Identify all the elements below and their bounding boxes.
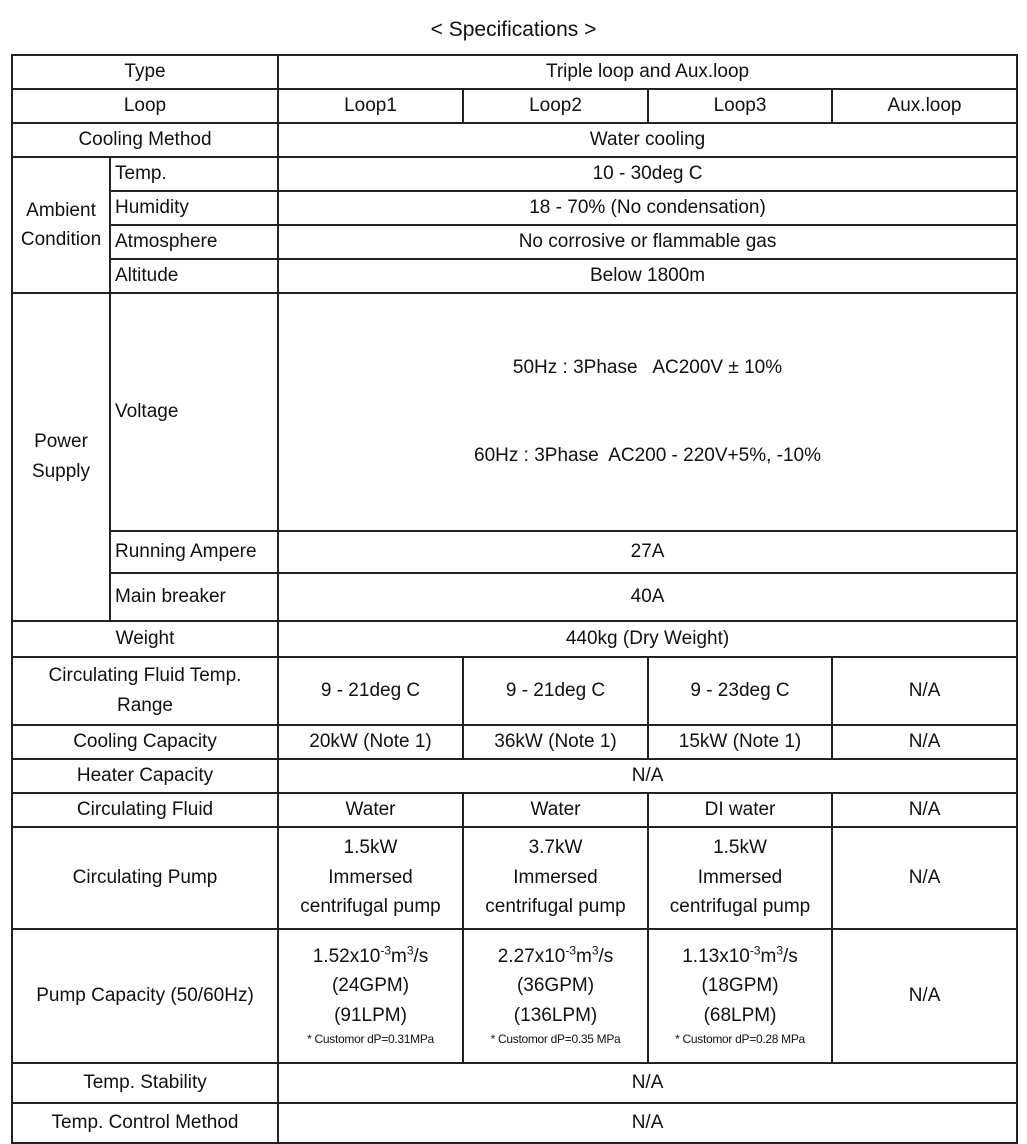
- temp-control-method-label: Temp. Control Method: [12, 1103, 278, 1143]
- table-row: [12, 89, 1017, 123]
- flow-rate-per-second: /s: [783, 945, 798, 967]
- voltage-label: Voltage: [110, 293, 278, 531]
- circulating-pump-loop2: [463, 827, 648, 929]
- running-ampere-label: Running Ampere: [110, 531, 278, 573]
- circulating-fluid-label: Circulating Fluid: [12, 793, 278, 827]
- power-supply-group: [12, 293, 110, 621]
- flow-rate-per-second: /s: [598, 945, 614, 967]
- circulating-pump-loop1: [278, 827, 463, 929]
- pump-power: 3.7kW: [528, 837, 583, 859]
- pump-type-line3: centrifugal pump: [485, 896, 626, 918]
- pump-capacity-loop2: [463, 929, 648, 1063]
- table-row: [12, 621, 1017, 657]
- fluid-temp-range-label-line1: Circulating Fluid Temp.: [48, 665, 242, 687]
- fluid-temp-range-label: [12, 657, 278, 725]
- circulating-fluid-loop2: Water: [463, 793, 648, 827]
- flow-rate-base: 1.13x10: [682, 945, 750, 967]
- cooling-method-label: Cooling Method: [12, 123, 278, 157]
- flow-rate-per-second: /s: [413, 945, 429, 967]
- pump-type-line2: Immersed: [328, 866, 413, 888]
- flow-rate-exponent: -3: [380, 943, 392, 958]
- main-breaker-value: 40A: [278, 573, 1017, 621]
- altitude-value: Below 1800m: [278, 259, 1017, 293]
- circulating-pump-loop3: [648, 827, 832, 929]
- circulating-fluid-aux: N/A: [832, 793, 1017, 827]
- fluid-temp-aux: N/A: [832, 657, 1017, 725]
- flow-rate-unit: m: [576, 945, 592, 967]
- loop2-header: Loop2: [463, 89, 648, 123]
- weight-label: Weight: [12, 621, 278, 657]
- table-row: [12, 531, 1017, 573]
- flow-rate-base: 1.52x10: [312, 945, 381, 967]
- table-row: [12, 1063, 1017, 1103]
- flow-rate-exponent: -3: [749, 943, 761, 958]
- running-ampere-value: 27A: [278, 531, 1017, 573]
- weight-value: 440kg (Dry Weight): [278, 621, 1017, 657]
- pump-type-line2: Immersed: [513, 866, 598, 888]
- fluid-temp-loop1: 9 - 21deg C: [278, 657, 463, 725]
- type-label: Type: [12, 55, 278, 89]
- cooling-capacity-loop2: 36kW (Note 1): [463, 725, 648, 759]
- flow-rate-cube: 3: [591, 943, 599, 958]
- voltage-line2: 60Hz : 3Phase AC200 - 220V+5%, -10%: [474, 445, 822, 467]
- fluid-temp-loop3: 9 - 23deg C: [648, 657, 832, 725]
- loop1-header: Loop1: [278, 89, 463, 123]
- table-row: [12, 759, 1017, 793]
- flow-lpm: (68LPM): [703, 1004, 777, 1026]
- table-row: [12, 657, 1017, 725]
- pump-power: 1.5kW: [343, 837, 398, 859]
- table-row: [12, 573, 1017, 621]
- cooling-method-value: Water cooling: [278, 123, 1017, 157]
- heater-capacity-value: N/A: [278, 759, 1017, 793]
- table-row: [12, 55, 1017, 89]
- flow-gpm: (24GPM): [331, 975, 410, 997]
- flow-rate: [651, 942, 829, 971]
- heater-capacity-label: Heater Capacity: [12, 759, 278, 793]
- table-row: [12, 293, 1017, 531]
- voltage-line1: 50Hz : 3Phase AC200V ± 10%: [512, 356, 783, 378]
- customer-dp-note: * Customor dP=0.31MPa: [307, 1032, 434, 1047]
- pump-type-line3: centrifugal pump: [300, 896, 441, 918]
- temp-value: 10 - 30deg C: [278, 157, 1017, 191]
- flow-rate-base: 2.27x10: [497, 945, 566, 967]
- flow-rate: [281, 942, 460, 971]
- loop3-header: Loop3: [648, 89, 832, 123]
- ambient-group-line1: Ambient: [26, 199, 96, 221]
- cooling-capacity-label: Cooling Capacity: [12, 725, 278, 759]
- atmosphere-label: Atmosphere: [110, 225, 278, 259]
- type-value: Triple loop and Aux.loop: [278, 55, 1017, 89]
- table-row: [12, 827, 1017, 929]
- temp-stability-value: N/A: [278, 1063, 1017, 1103]
- aux-loop-header: Aux.loop: [832, 89, 1017, 123]
- page-title: < Specifications >: [430, 18, 597, 41]
- customer-dp-note: * Customor dP=0.28 MPa: [675, 1032, 805, 1047]
- pump-capacity-loop3: [648, 929, 832, 1063]
- table-row: [12, 123, 1017, 157]
- circulating-fluid-loop3: DI water: [648, 793, 832, 827]
- circulating-pump-aux: N/A: [832, 827, 1017, 929]
- flow-lpm: (91LPM): [334, 1004, 407, 1026]
- power-group-line2: Supply: [31, 460, 91, 482]
- ambient-group-line2: Condition: [20, 229, 102, 250]
- temp-stability-label: Temp. Stability: [12, 1063, 278, 1103]
- table-row: [12, 725, 1017, 759]
- fluid-temp-range-label-line2: Range: [117, 694, 173, 716]
- humidity-label: Humidity: [110, 191, 278, 225]
- flow-gpm: (18GPM): [701, 975, 779, 997]
- table-row: [12, 191, 1017, 225]
- voltage-value: [278, 293, 1017, 531]
- flow-rate-unit: m: [760, 945, 777, 967]
- pump-type-line2: Immersed: [697, 866, 783, 888]
- pump-type-line3: centrifugal pump: [669, 896, 811, 918]
- table-row: [12, 259, 1017, 293]
- flow-rate-exponent: -3: [565, 943, 577, 958]
- flow-rate-cube: 3: [406, 943, 414, 958]
- pump-power: 1.5kW: [713, 837, 767, 859]
- humidity-value: 18 - 70% (No condensation): [278, 191, 1017, 225]
- cooling-capacity-loop3: 15kW (Note 1): [648, 725, 832, 759]
- temp-label: Temp.: [110, 157, 278, 191]
- table-row: [12, 157, 1017, 191]
- customer-dp-note: * Customor dP=0.35 MPa: [490, 1032, 621, 1047]
- table-row: [12, 793, 1017, 827]
- spec-table: [11, 54, 1018, 1144]
- atmosphere-value: No corrosive or flammable gas: [278, 225, 1017, 259]
- cooling-capacity-aux: N/A: [832, 725, 1017, 759]
- altitude-label: Altitude: [110, 259, 278, 293]
- circulating-fluid-loop1: Water: [278, 793, 463, 827]
- table-row: [12, 1103, 1017, 1143]
- cooling-capacity-loop1: 20kW (Note 1): [278, 725, 463, 759]
- flow-rate: [466, 942, 645, 971]
- pump-capacity-loop1: [278, 929, 463, 1063]
- table-row: [12, 225, 1017, 259]
- flow-rate-cube: 3: [776, 943, 784, 958]
- table-row: [12, 929, 1017, 1063]
- pump-capacity-aux: N/A: [832, 929, 1017, 1063]
- circulating-pump-label: Circulating Pump: [12, 827, 278, 929]
- flow-rate-unit: m: [391, 945, 407, 967]
- fluid-temp-loop2: 9 - 21deg C: [463, 657, 648, 725]
- loop-label: Loop: [12, 89, 278, 123]
- temp-control-method-value: N/A: [278, 1103, 1017, 1143]
- flow-lpm: (136LPM): [513, 1004, 598, 1026]
- power-group-line1: Power: [34, 431, 88, 453]
- pump-capacity-label: Pump Capacity (50/60Hz): [12, 929, 278, 1063]
- main-breaker-label: Main breaker: [110, 573, 278, 621]
- ambient-condition-group: [12, 157, 110, 293]
- flow-gpm: (36GPM): [516, 975, 595, 997]
